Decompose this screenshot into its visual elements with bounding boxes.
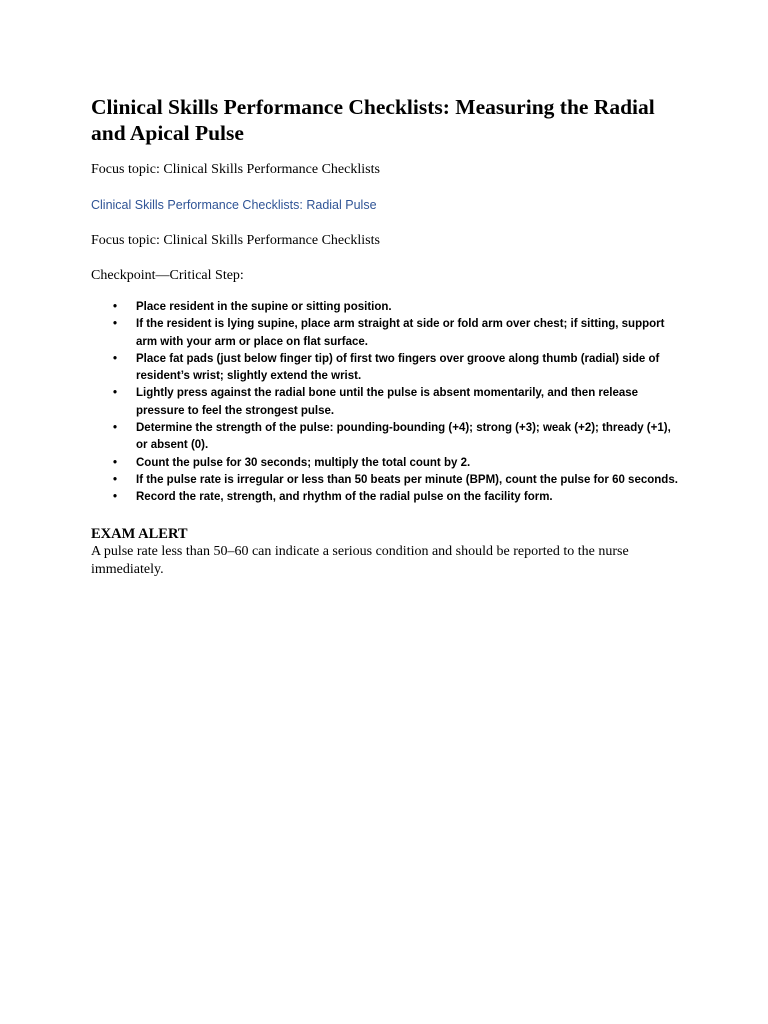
step-text: Place resident in the supine or sitting position. bbox=[136, 301, 392, 313]
bullet-icon: • bbox=[113, 473, 118, 486]
exam-alert-text: A pulse rate less than 50–60 can indicate a serious condition and should be reported to the nurse immediately. bbox=[91, 543, 629, 577]
list-item bbox=[91, 316, 681, 351]
bullet-icon: • bbox=[113, 318, 118, 331]
document-page bbox=[91, 94, 691, 579]
step-text: Count the pulse for 30 seconds; multiply the total count by 2. bbox=[136, 456, 471, 469]
step-text: Place fat pads (just below finger tip) of first two fingers over groove along thumb (radial) side of resident’s wrist; slightly extend the wrist. bbox=[136, 352, 660, 383]
step-text: If the pulse rate is irregular or less than 50 beats per minute (BPM), count the pulse for 60 seconds. bbox=[136, 473, 678, 486]
bullet-icon: • bbox=[113, 301, 118, 313]
document-title: Clinical Skills Performance Checklists: Measuring the Radial and Apical Pulse bbox=[91, 95, 655, 145]
step-text: If the resident is lying supine, place arm straight at side or fold arm over chest; if sitting, support arm with your arm or place on flat surface. bbox=[136, 318, 665, 348]
bullet-icon: • bbox=[113, 352, 118, 365]
checkpoint-label: Checkpoint—Critical Step: bbox=[91, 268, 244, 283]
bullet-icon: • bbox=[113, 491, 118, 504]
focus-topic-text: Focus topic: Clinical Skills Performance Checklists bbox=[91, 162, 380, 177]
list-item bbox=[91, 455, 681, 472]
list-item bbox=[91, 299, 681, 316]
step-text: Record the rate, strength, and rhythm of the radial pulse on the facility form. bbox=[136, 491, 553, 504]
bullet-icon: • bbox=[113, 456, 118, 469]
list-item bbox=[91, 489, 681, 506]
exam-alert-heading: EXAM ALERT bbox=[91, 525, 188, 542]
focus-topic-text-2: Focus topic: Clinical Skills Performance Checklists bbox=[91, 233, 380, 248]
step-text: Lightly press against the radial bone until the pulse is absent momentarily, and then release pressure to feel the strongest pulse. bbox=[136, 387, 639, 417]
radial-pulse-link[interactable]: Clinical Skills Performance Checklists: Radial Pulse bbox=[91, 198, 377, 212]
list-item bbox=[91, 385, 681, 420]
list-item bbox=[91, 420, 681, 455]
step-text: Determine the strength of the pulse: pounding-bounding (+4); strong (+3); weak (+2); thready (+1), or absent (0). bbox=[136, 422, 671, 452]
list-item bbox=[91, 472, 681, 489]
critical-steps-list bbox=[91, 299, 691, 507]
list-item bbox=[91, 351, 681, 386]
bullet-icon: • bbox=[113, 387, 118, 400]
bullet-icon: • bbox=[113, 422, 118, 435]
